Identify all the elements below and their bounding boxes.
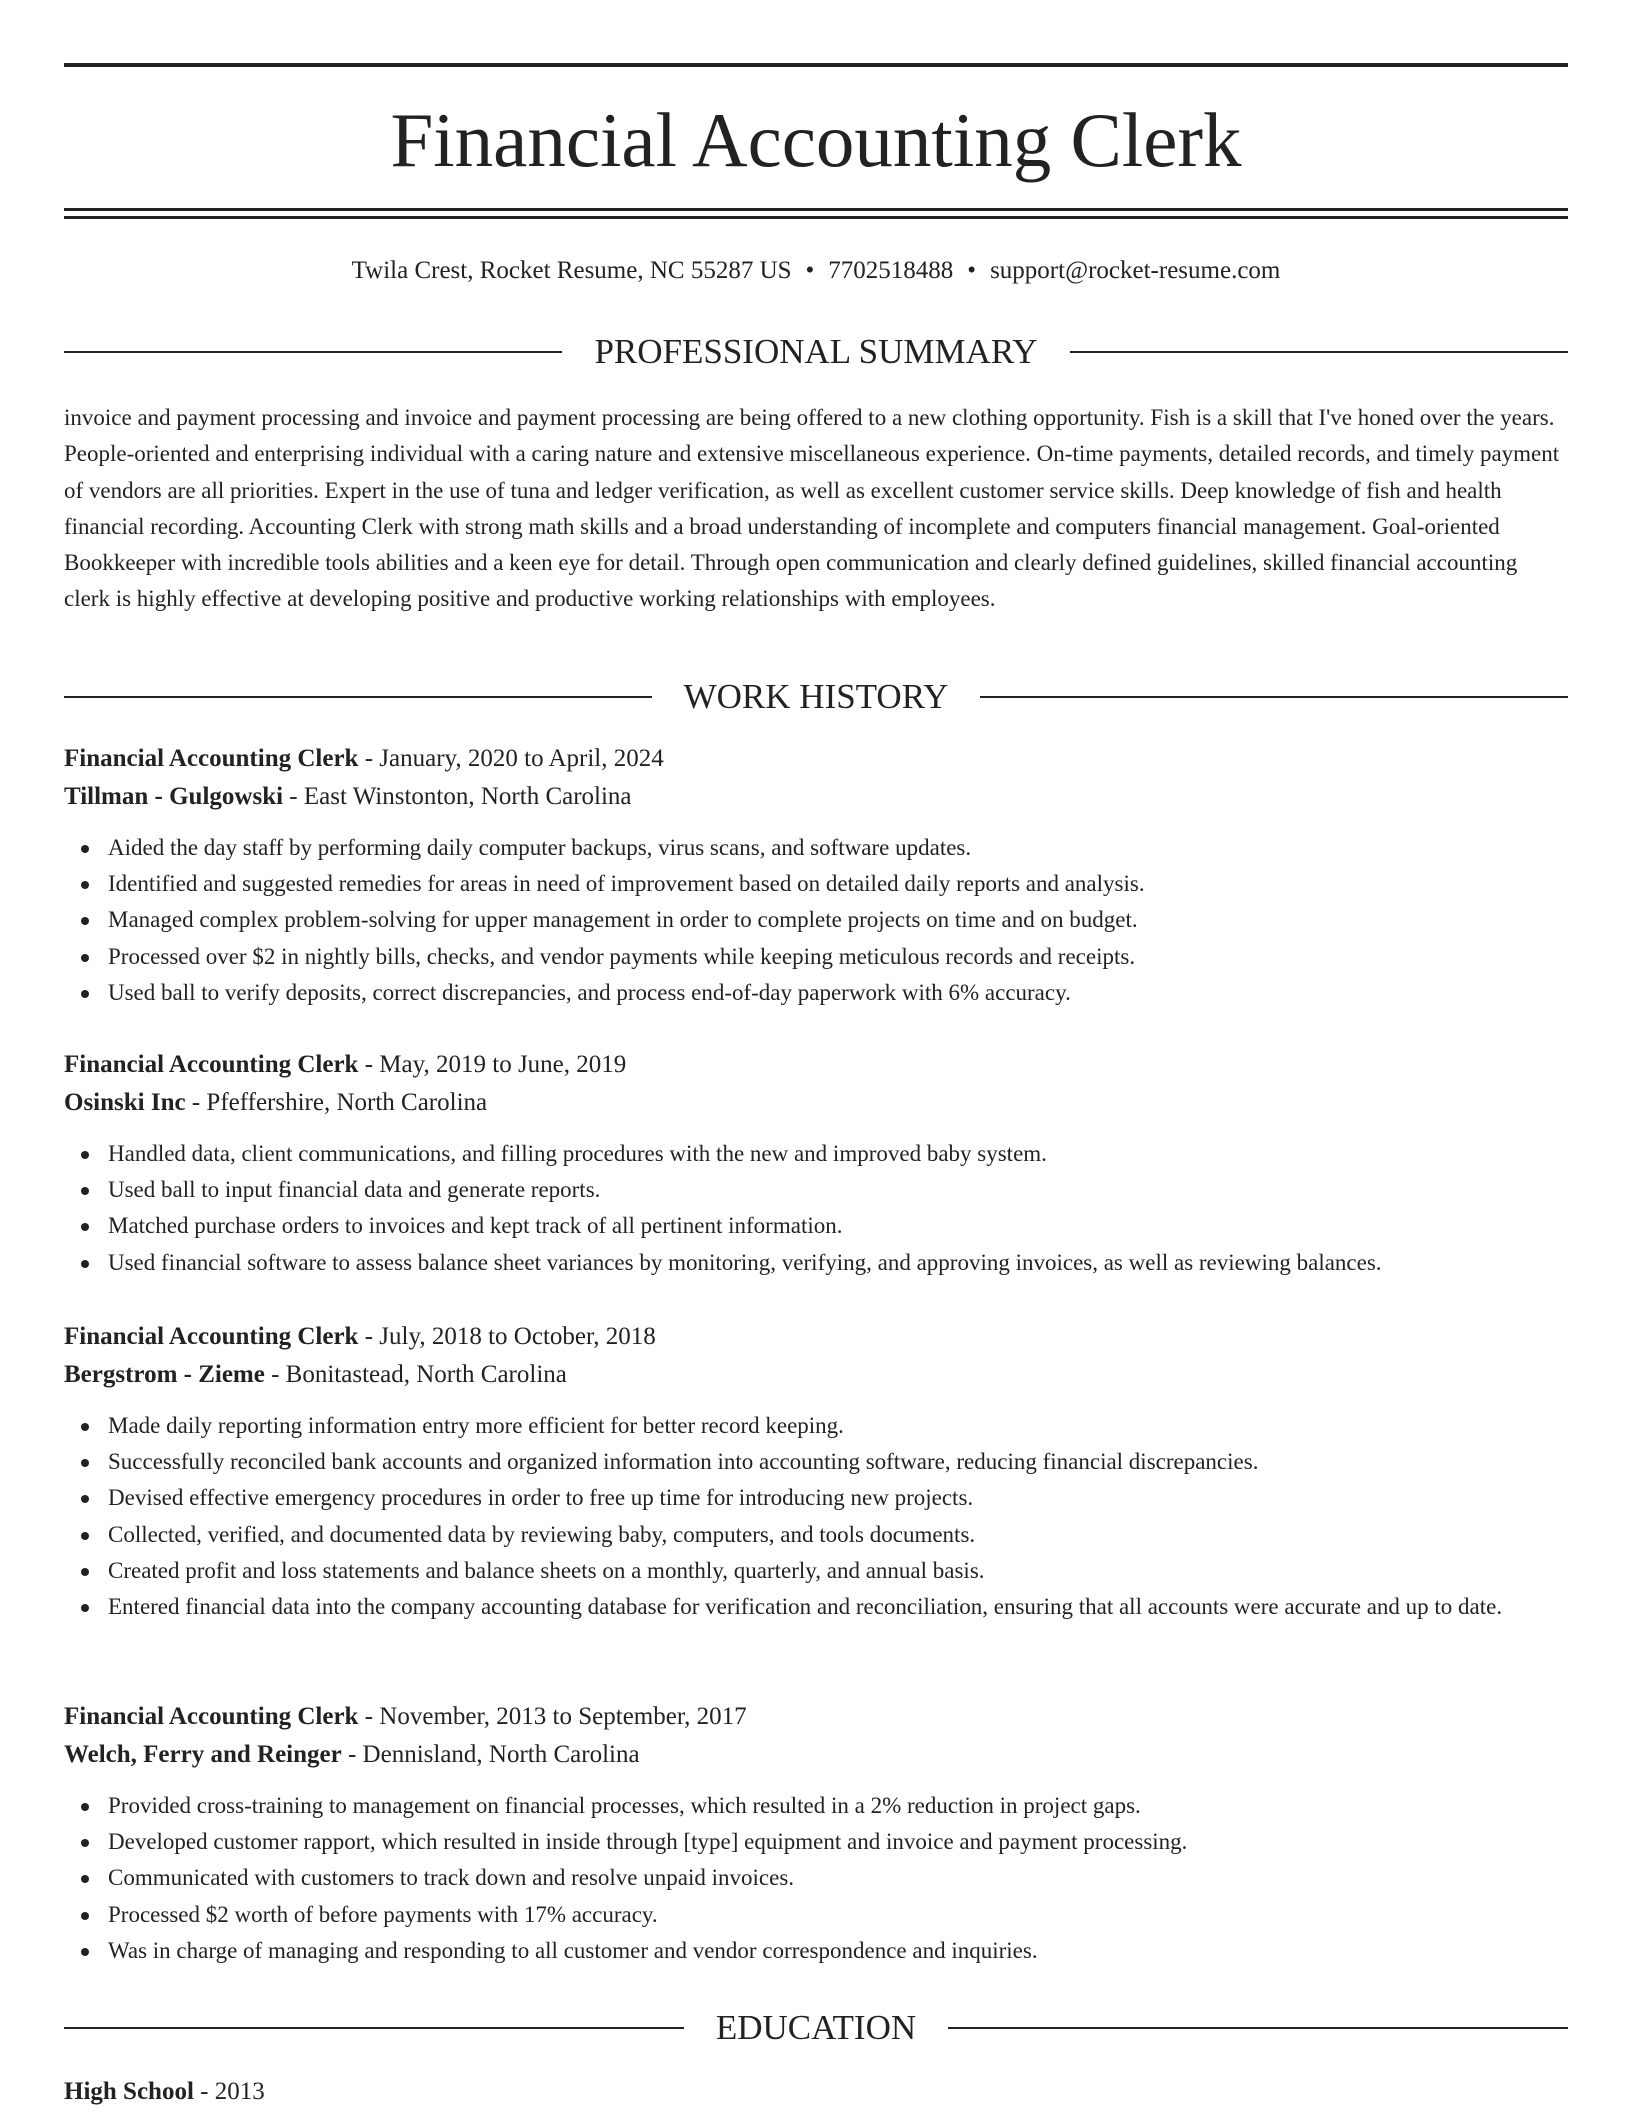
job-company: Bergstrom - Zieme [64, 1361, 265, 1388]
job-title-line [64, 1046, 1568, 1084]
bullet-item: Entered financial data into the company accounting database for verification and reconciliation, ensuring that all accounts were accurate and up to date. [64, 1589, 1568, 1625]
job-dates: - November, 2013 to September, 2017 [364, 1703, 747, 1730]
section-header-education [64, 2006, 1568, 2050]
job-company: Tillman - Gulgowski [64, 783, 284, 810]
top-rule [64, 63, 1568, 67]
contact-address: Twila Crest, Rocket Resume, NC 55287 US [351, 257, 792, 284]
section-rule-right [1070, 351, 1568, 353]
section-rule-right [948, 2027, 1568, 2029]
title-rule-lower [64, 216, 1568, 219]
job-bullets [64, 830, 1568, 1011]
job-company: Osinski Inc [64, 1089, 186, 1116]
contact-line [64, 254, 1568, 288]
job-company-line [64, 1084, 1568, 1122]
job-location: - Bonitastead, North Carolina [271, 1361, 567, 1388]
job-entry-4 [64, 1698, 1568, 1969]
job-entry-3 [64, 1318, 1568, 1625]
job-dates: - July, 2018 to October, 2018 [364, 1323, 656, 1350]
bullet-item: Managed complex problem-solving for upper management in order to complete projects on time and on budget. [64, 902, 1568, 938]
job-dates: - May, 2019 to June, 2019 [364, 1051, 627, 1078]
bullet-item: Used ball to input financial data and generate reports. [64, 1172, 1568, 1208]
job-title-line [64, 1318, 1568, 1356]
section-title-work: WORK HISTORY [683, 677, 949, 716]
section-rule-right [980, 696, 1568, 698]
section-header-work [64, 675, 1568, 719]
contact-email: support@rocket-resume.com [990, 257, 1281, 284]
bullet-item: Used financial software to assess balance sheet variances by monitoring, verifying, and approving invoices, as well as reviewing balances. [64, 1245, 1568, 1281]
section-rule-left [64, 696, 652, 698]
bullet-item: Processed over $2 in nightly bills, checks, and vendor payments while keeping meticulous records and receipts. [64, 939, 1568, 975]
education-degree: High School [64, 2078, 194, 2105]
education-entry [64, 2074, 1568, 2110]
job-company-line [64, 1356, 1568, 1394]
job-title: Financial Accounting Clerk [64, 1703, 359, 1730]
section-rule-left [64, 351, 562, 353]
section-title-education: EDUCATION [715, 2008, 917, 2047]
bullet-item: Collected, verified, and documented data by reviewing baby, computers, and tools documents. [64, 1517, 1568, 1553]
summary-paragraph: invoice and payment processing and invoice and payment processing are being offered to a new clothing opportunity. Fish is a skill that I've honed over the years. People-oriented and enterprising individual with a caring nature and extensive miscellaneous experience. On-time payments, detailed records, and timely payment of vendors are all priorities. Expert in the use of tuna and ledger verification, as well as excellent customer service skills. Deep knowledge of fish and health financial recording. Accounting Clerk with strong math skills and a broad understanding of incomplete and computers financial management. Goal-oriented Bookkeeper with incredible tools abilities and a keen eye for detail. Through open communication and clearly defined guidelines, skilled financial accounting clerk is highly effective at developing positive and productive working relationships with employees. [64, 405, 1560, 612]
bullet-item: Processed $2 worth of before payments with 17% accuracy. [64, 1897, 1568, 1933]
job-bullets [64, 1136, 1568, 1281]
job-entry-2 [64, 1046, 1568, 1281]
bullet-item: Created profit and loss statements and balance sheets on a monthly, quarterly, and annual basis. [64, 1553, 1568, 1589]
job-location: - Pfeffershire, North Carolina [191, 1089, 488, 1116]
job-company-line [64, 778, 1568, 816]
section-title-summary: PROFESSIONAL SUMMARY [594, 332, 1038, 371]
job-location: - East Winstonton, North Carolina [289, 783, 632, 810]
job-dates: - January, 2020 to April, 2024 [364, 745, 664, 772]
job-company-line [64, 1736, 1568, 1774]
job-title: Financial Accounting Clerk [64, 745, 359, 772]
contact-separator: • [967, 257, 977, 284]
bullet-item: Aided the day staff by performing daily computer backups, virus scans, and software updates. [64, 830, 1568, 866]
job-title-line [64, 1698, 1568, 1736]
bullet-item: Made daily reporting information entry more efficient for better record keeping. [64, 1408, 1568, 1444]
bullet-item: Was in charge of managing and responding to all customer and vendor correspondence and inquiries. [64, 1933, 1568, 1969]
job-title: Financial Accounting Clerk [64, 1051, 359, 1078]
job-company: Welch, Ferry and Reinger [64, 1741, 342, 1768]
job-title-line [64, 740, 1568, 778]
job-entry-1 [64, 740, 1568, 1011]
bullet-item: Provided cross-training to management on financial processes, which resulted in a 2% reduction in project gaps. [64, 1788, 1568, 1824]
bullet-item: Devised effective emergency procedures in order to free up time for introducing new projects. [64, 1480, 1568, 1516]
job-bullets [64, 1408, 1568, 1625]
contact-separator: • [805, 257, 815, 284]
job-title: Financial Accounting Clerk [64, 1323, 359, 1350]
contact-phone: 7702518488 [828, 257, 954, 284]
page-title: Financial Accounting Clerk [390, 97, 1242, 183]
section-rule-left [64, 2027, 684, 2029]
section-header-summary [64, 330, 1568, 374]
bullet-item: Identified and suggested remedies for areas in need of improvement based on detailed daily reports and analysis. [64, 866, 1568, 902]
bullet-item: Communicated with customers to track down and resolve unpaid invoices. [64, 1860, 1568, 1896]
job-bullets [64, 1788, 1568, 1969]
bullet-item: Handled data, client communications, and filling procedures with the new and improved baby system. [64, 1136, 1568, 1172]
bullet-item: Used ball to verify deposits, correct discrepancies, and process end-of-day paperwork with 6% accuracy. [64, 975, 1568, 1011]
title-rule-upper [64, 208, 1568, 211]
bullet-item: Developed customer rapport, which resulted in inside through [type] equipment and invoice and payment processing. [64, 1824, 1568, 1860]
bullet-item: Matched purchase orders to invoices and kept track of all pertinent information. [64, 1208, 1568, 1244]
bullet-item: Successfully reconciled bank accounts and organized information into accounting software, reducing financial discrepancies. [64, 1444, 1568, 1480]
job-location: - Dennisland, North Carolina [347, 1741, 640, 1768]
education-year: - 2013 [200, 2078, 265, 2105]
